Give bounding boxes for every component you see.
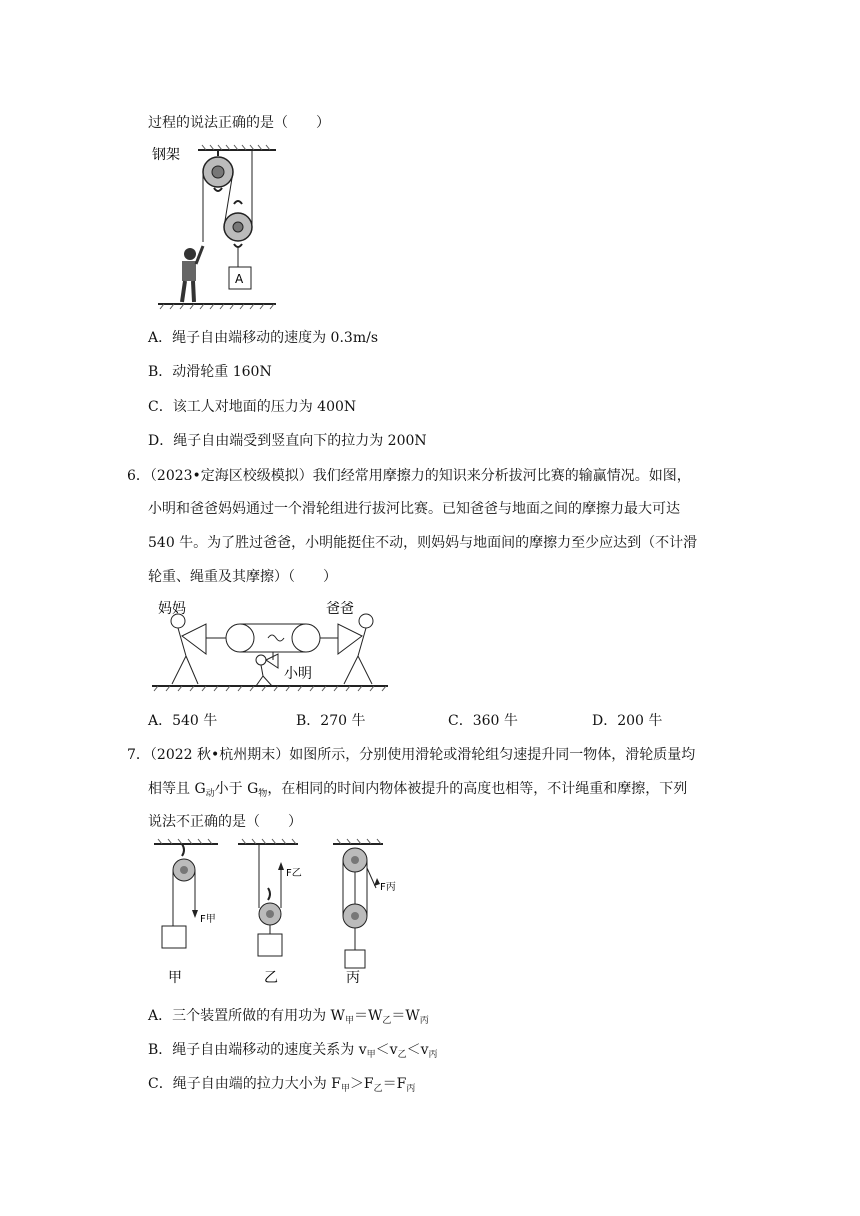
label-f-yi: F乙 (286, 868, 302, 879)
q6-option-d: D．200 牛 (592, 713, 663, 729)
label-block-a: A (235, 272, 244, 286)
q6-line-2: 小明和爸爸妈妈通过一个滑轮组进行拔河比赛。已知爸爸与地面之间的摩擦力最大可达 (148, 501, 680, 517)
label-bing: 丙 (346, 970, 360, 986)
q6-tug-of-war-figure (148, 596, 393, 692)
q7-option-b: B．绳子自由端移动的速度关系为 $v_甲<v_乙<v_丙$ (148, 1042, 438, 1060)
q7-option-c: C．绳子自由端的拉力大小为 $F_甲>F_乙=F_丙$ (148, 1076, 416, 1094)
q7-option-a: A．三个装置所做的有用功为 $W_甲=W_乙=W_丙$ (148, 1008, 429, 1026)
q6-line-4: 轮重、绳重及其摩擦）（ ） (148, 569, 337, 585)
q7-line-3: 说法不正确的是（ ） (148, 814, 302, 830)
q7-line-1: 7．（2022 秋•杭州期末）如图所示，分别使用滑轮或滑轮组匀速提升同一物体，滑轮质量均 (127, 747, 696, 763)
q5-pulley-figure (150, 142, 280, 312)
q5-option-a: A．绳子自由端移动的速度为 0.3m/s (148, 330, 379, 346)
q5-option-d: D．绳子自由端受到竖直向下的拉力为 200N (148, 433, 427, 449)
label-f-bing: F丙 (380, 882, 396, 893)
label-mom: 妈妈 (158, 601, 186, 617)
q6-option-b: B．270 牛 (296, 713, 366, 729)
q6-line-1: 6．（2023•定海区校级模拟）我们经常用摩擦力的知识来分析拔河比赛的输赢情况。如图， (127, 468, 691, 484)
label-ming: 小明 (284, 666, 312, 682)
q7-three-pulley-figure (148, 838, 418, 986)
q7-line-2: 相等且 $G_动$小于 $G_物$，在相同的时间内物体被提升的高度也相等，不计绳重和摩擦，下列 (148, 781, 688, 799)
label-frame: 钢架 (152, 147, 180, 163)
q5-intro: 过程的说法正确的是（ ） (148, 115, 330, 131)
label-dad: 爸爸 (326, 601, 354, 617)
q6-option-a: A．540 牛 (148, 713, 218, 729)
q6-option-c: C．360 牛 (448, 713, 518, 729)
label-jia: 甲 (168, 970, 182, 986)
label-yi: 乙 (264, 970, 278, 986)
q5-option-c: C．该工人对地面的压力为 400N (148, 399, 357, 415)
label-f-jia: F甲 (200, 914, 216, 925)
q5-option-b: B．动滑轮重 160N (148, 364, 272, 380)
q6-line-3: 540 牛。为了胜过爸爸，小明能挺住不动，则妈妈与地面间的摩擦力至少应达到（不计滑 (148, 535, 698, 551)
